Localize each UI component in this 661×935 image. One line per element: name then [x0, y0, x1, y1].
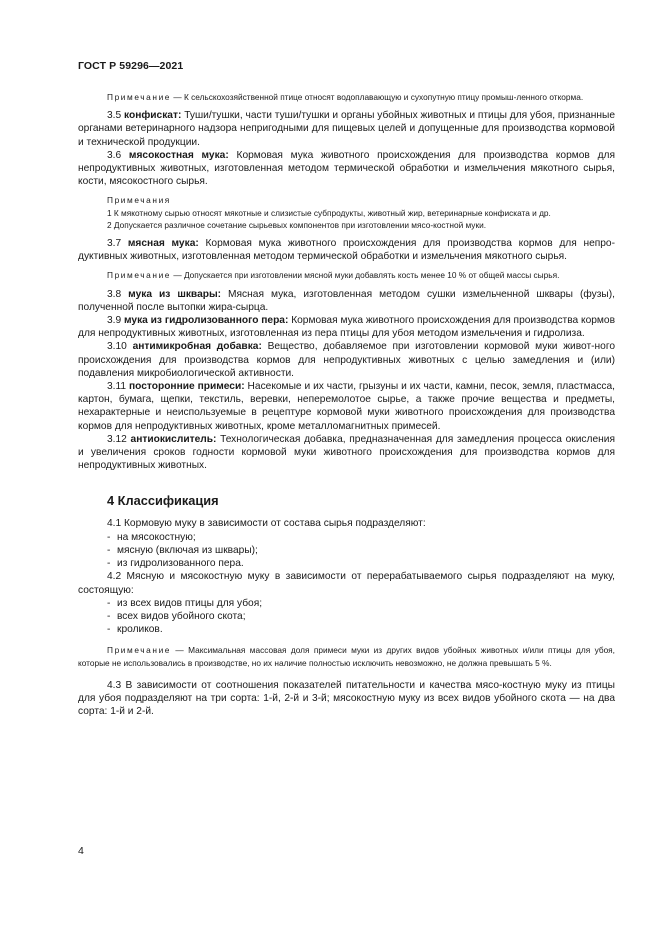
- definition-text: Кормовая мука животного происхождения для производства кормов для непродуктивных животных, изготовленная методом термической обработки и измельчения мякотного сырья, кости, мясокостного сырья.: [78, 149, 615, 188]
- definition-text: Кормовая мука животного происхождения для производства кормов для непро-дуктивных животных, изготовленная методом термической обработки и измельчения мякотного сырья.: [78, 238, 615, 263]
- definition-number: 3.7: [107, 238, 128, 250]
- definition-3-7: [78, 237, 615, 263]
- notes-heading: Примечания: [107, 195, 171, 206]
- note-label: Примечание: [107, 645, 172, 656]
- notes-label: [78, 194, 615, 206]
- list-item-text: на мясокостную;: [117, 531, 196, 543]
- definition-number: 3.10: [107, 341, 133, 353]
- note-label: Примечание: [107, 92, 172, 102]
- list-item: - на мясокостную;: [107, 531, 196, 543]
- page-number: 4: [78, 845, 84, 857]
- list-item: - из гидролизованного пера.: [107, 558, 244, 570]
- note-text: — Допускается при изготовлении мясной муки добавлять кость менее 10 % от общей массы сырья.: [171, 270, 560, 281]
- definition-text: Насекомые и их части, грызуны и их части, камни, песок, земля, пластмасса, картон, бумага, щепки, текстиль, веревки, неперемолотое сырье, а также прочие вещества и предметы, нехарактерные и неиспользуемые в рецептуре кормовой муки животного происхождения для производства кормов для непродуктивных животных, кроме металломагнитных примесей.: [78, 381, 616, 432]
- definition-number: 3.9: [107, 315, 124, 327]
- document-body: [78, 91, 615, 718]
- note-paragraph: [78, 644, 615, 668]
- paragraph-4-1: 4.1 Кормовую муку в зависимости от состава сырья подразделяют:: [107, 518, 426, 530]
- note-item: 1 К мякотному сырью относят мякотные и слизистые субпродукты, животный жир, ветеринарные конфиската и др.: [107, 207, 551, 218]
- list-item-text: мясную (включая из шквары);: [117, 544, 258, 556]
- definition-text: Технологическая добавка, предназначенная для замедления процесса окисления и увеличения сроков годности кормовой муки животного происхождения для производства кормов для непродуктивных животных.: [78, 433, 615, 472]
- list-item-text: всех видов убойного скота;: [117, 610, 246, 622]
- list-item-text: кроликов.: [117, 624, 163, 636]
- definition-term: мука из гидролизованного пера:: [124, 315, 289, 327]
- definition-term: антимикробная добавка:: [132, 341, 262, 353]
- section-heading: 4 Классификация: [107, 493, 219, 509]
- note-item: 2 Допускается различное сочетание сырьевых компонентов при изготовлении мясо-костной муки.: [107, 219, 487, 230]
- definition-3-12: [78, 433, 615, 473]
- definition-3-8: [78, 288, 615, 314]
- definition-text: Кормовая мука животного происхождения для производства кормов для непродуктивных животных, изготовленная из пера птицы для убоя методом измельчения и гидролиза.: [78, 315, 615, 340]
- definition-number: 3.6: [107, 149, 129, 161]
- note-text: — К сельскохозяйственной птице относят водоплавающую и сухопутную птицу промыш-ленного откорма.: [171, 92, 584, 102]
- definition-text: Туши/тушки, части туши/тушки и органы убойных животных и птицы для убоя, признанные органами ветеринарного надзора непригодными для пищевых целей и допущенные для производства кормовой и технической продукции.: [78, 110, 615, 148]
- definition-3-9: [78, 314, 615, 340]
- note-label: Примечание: [107, 270, 172, 281]
- definition-number: 3.8: [107, 288, 129, 300]
- definition-3-6: [78, 149, 615, 189]
- definition-term: мука из шквары:: [128, 288, 222, 300]
- definition-term: мясокостная мука:: [128, 149, 229, 161]
- note-paragraph: [78, 269, 615, 281]
- list-item: - всех видов убойного скота;: [107, 610, 246, 622]
- list-item: - мясную (включая из шквары);: [107, 544, 258, 556]
- definition-term: конфискат:: [124, 110, 182, 122]
- definition-number: 3.11: [107, 381, 129, 393]
- document-header: ГОСТ Р 59296—2021: [78, 60, 184, 72]
- definition-text: Мясная мука, изготовленная методом сушки измельченной шквары (фузы), полученной после вытопки жира-сырца.: [78, 288, 615, 313]
- paragraph-4-2: 4.2 Мясную и мясокостную муку в зависимости от перерабатываемого сырья подразделяют на муку, состоящую:: [78, 571, 615, 596]
- list-item: - из всех видов птицы для убоя;: [107, 597, 263, 609]
- definition-3-10: [78, 340, 615, 380]
- definition-term: антиокислитель:: [130, 433, 217, 445]
- list-item: - кроликов.: [107, 624, 163, 636]
- note-paragraph: [78, 91, 615, 103]
- list-item-text: из гидролизованного пера.: [117, 558, 244, 570]
- definition-3-5: [78, 109, 615, 149]
- definition-term: мясная мука:: [127, 238, 199, 250]
- list-item-text: из всех видов птицы для убоя;: [117, 597, 263, 609]
- definition-number: 3.5: [107, 110, 125, 122]
- paragraph-4-3: 4.3 В зависимости от соотношения показателей питательности и качества мясо-костную муку из птицы для убоя подразделяют на три сорта: 1-й, 2-й и 3-й; мясокостную муку из всех видов убойного скота — на два сорта: 1-й и 2-й.: [78, 679, 615, 718]
- definition-term: посторонние примеси:: [129, 381, 245, 393]
- definition-3-11: [78, 380, 615, 433]
- definition-number: 3.12: [107, 433, 131, 445]
- note-text: — Максимальная массовая доля примеси муки из других видов убойных животных и/или птицы для убоя, которые не использовались в производстве, но их наличие полностью исключить невозможно, не должна превышать 5 %.: [78, 645, 615, 668]
- definition-text: Вещество, добавляемое при изготовлении кормовой муки живот-ного происхождения для производства кормов для непродуктивных животных с целью замедления и (или) подавления микробиологической активности.: [78, 341, 615, 379]
